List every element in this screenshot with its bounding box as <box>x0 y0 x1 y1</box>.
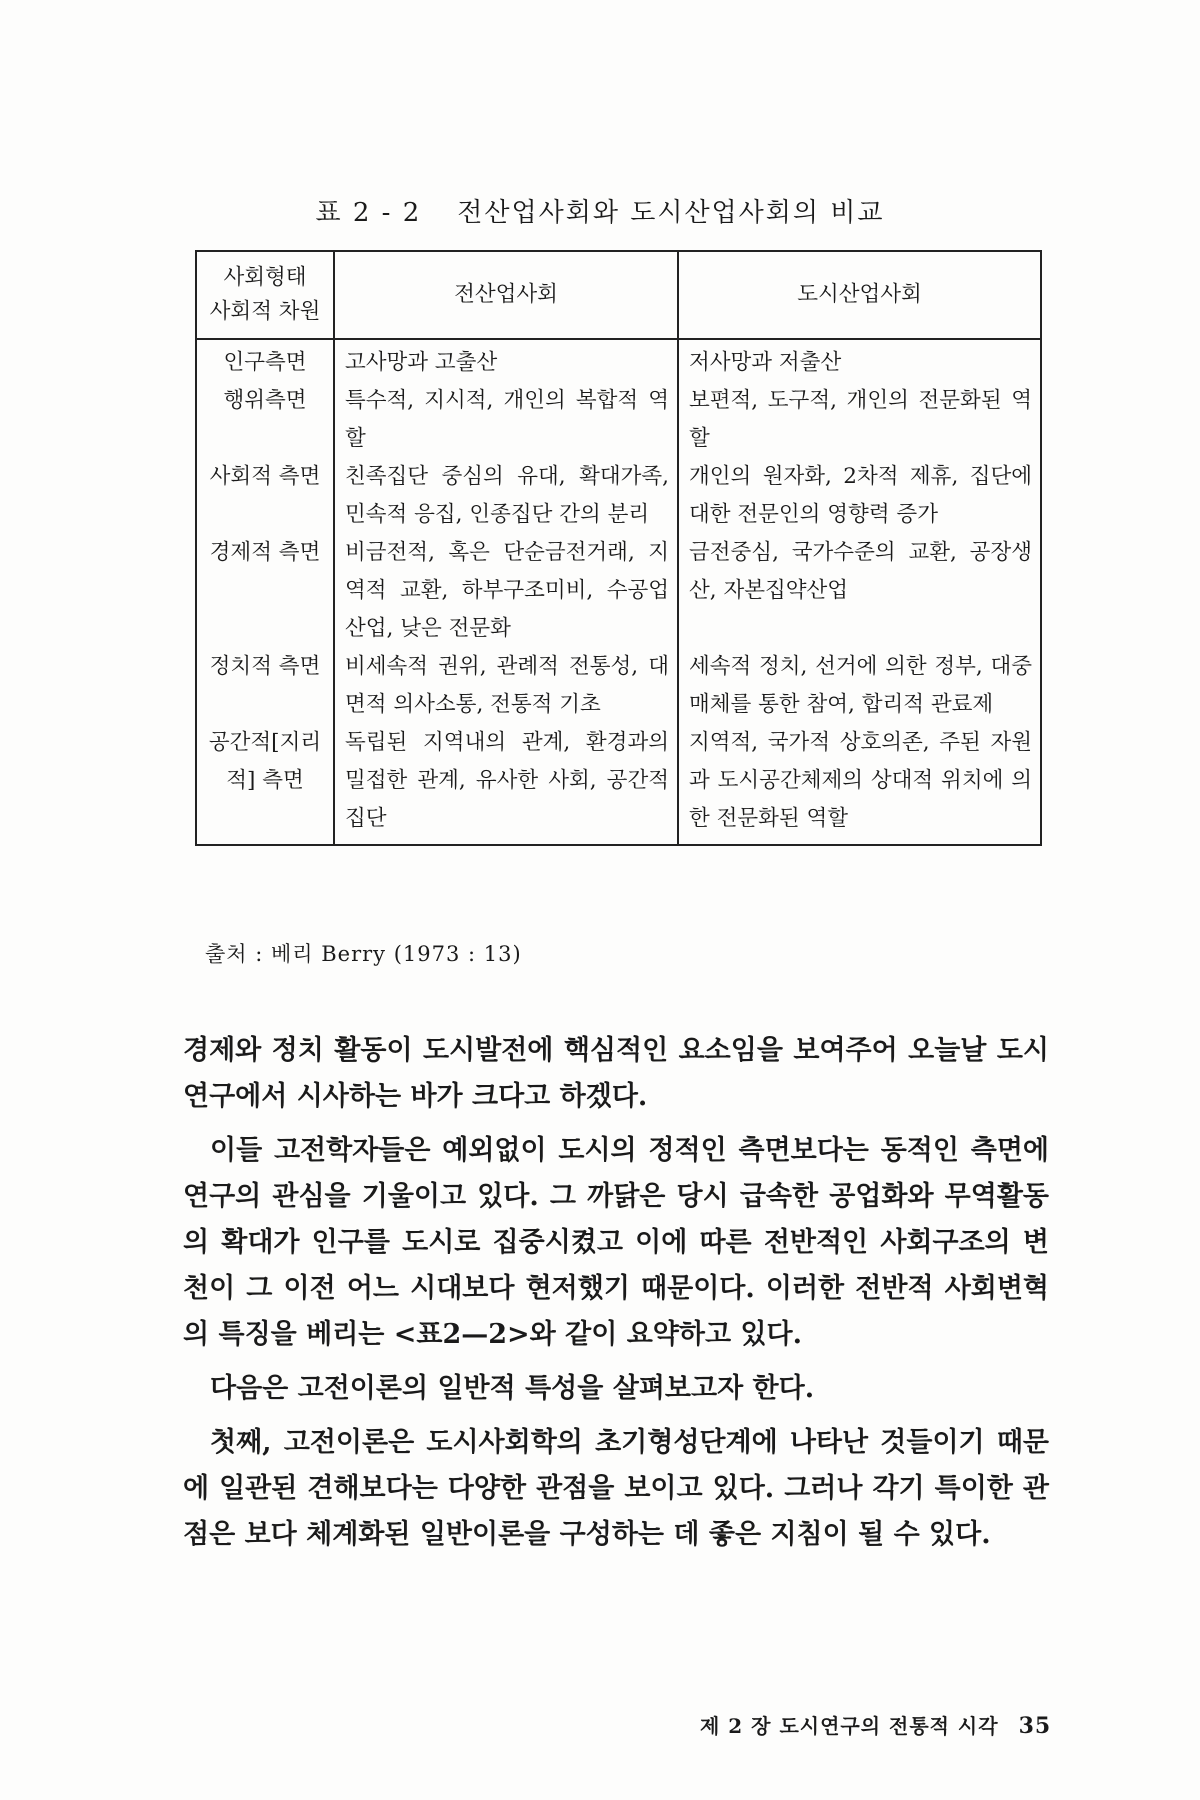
row-urban-industrial: 저사망과 저출산 보편적, 도구적, 개인의 전문화된 역할 <box>678 339 1041 458</box>
row-dimension: 사회적 측면 <box>196 458 334 534</box>
table-row <box>196 724 1041 845</box>
row-pre-industrial: 고사망과 고출산 특수적, 지시적, 개인의 복합적 역할 <box>334 339 678 458</box>
row-dimension: 경제적 측면 <box>196 534 334 648</box>
table-row <box>196 458 1041 534</box>
paragraph: 다음은 고전이론의 일반적 특성을 살펴보고자 한다. <box>210 1373 815 1404</box>
table-header-row <box>196 251 1041 339</box>
chapter-title: 제 2 장 도시연구의 전통적 시각 <box>700 1714 999 1738</box>
body-text <box>183 1028 1049 1566</box>
row-urban-industrial: 세속적 정치, 선거에 의한 정부, 대중매체를 통한 참여, 합리적 관료제 <box>678 648 1041 724</box>
row-pre-industrial: 독립된 지역내의 관계, 환경과의 밀접한 관계, 유사한 사회, 공간적 집단 <box>334 724 678 845</box>
page-number: 35 <box>1018 1713 1052 1739</box>
table-row <box>196 534 1041 648</box>
row-urban-industrial: 지역적, 국가적 상호의존, 주된 자원과 도시공간체제의 상대적 위치에 의한 전문화된 역할 <box>678 724 1041 845</box>
table-caption <box>0 192 1200 229</box>
comparison-table <box>195 250 1042 846</box>
paragraph: 첫째, 고전이론은 도시사회학의 초기형성단계에 나타난 것들이기 때문에 일관된 견해보다는 다양한 관점을 보이고 있다. 그러나 각기 특이한 관점은 보다 체계화된 일반이론을 구성하는 데 좋은 지침이 될 수 있다. <box>183 1427 1049 1550</box>
paragraph: 경제와 정치 활동이 도시발전에 핵심적인 요소임을 보여주어 오늘날 도시연구에서 시사하는 바가 크다고 하겠다. <box>183 1035 1049 1112</box>
row-dimension: 인구측면 행위측면 <box>196 339 334 458</box>
table-source: 출처 : 베리 Berry (1973 : 13) <box>205 942 522 966</box>
table-row <box>196 648 1041 724</box>
row-pre-industrial: 비세속적 권위, 관례적 전통성, 대면적 의사소통, 전통적 기초 <box>334 648 678 724</box>
row-urban-industrial: 개인의 원자화, 2차적 제휴, 집단에 대한 전문인의 영향력 증가 <box>678 458 1041 534</box>
header-pre-industrial: 전산업사회 <box>334 251 678 339</box>
table-title: 전산업사회와 도시산업사회의 비교 <box>457 198 885 228</box>
row-dimension: 공간적[지리 적] 측면 <box>196 724 334 845</box>
header-urban-industrial: 도시산업사회 <box>678 251 1041 339</box>
row-pre-industrial: 친족집단 중심의 유대, 확대가족, 민속적 응집, 인종집단 간의 분리 <box>334 458 678 534</box>
row-urban-industrial: 금전중심, 국가수준의 교환, 공장생산, 자본집약산업 <box>678 534 1041 648</box>
row-pre-industrial: 비금전적, 혹은 단순금전거래, 지역적 교환, 하부구조미비, 수공업산업, 낮은 전문화 <box>334 534 678 648</box>
header-dimension: 사회형태 사회적 차원 <box>196 251 334 339</box>
table-number: 표 2 - 2 <box>315 198 422 228</box>
row-dimension: 정치적 측면 <box>196 648 334 724</box>
page-footer <box>700 1710 1051 1739</box>
table-row <box>196 339 1041 458</box>
paragraph: 이들 고전학자들은 예외없이 도시의 정적인 측면보다는 동적인 측면에 연구의 관심을 기울이고 있다. 그 까닭은 당시 급속한 공업화와 무역활동의 확대가 인구를 도시로 집중시켰고 이에 따른 전반적인 사회구조의 변천이 그 이전 어느 시대보다 현저했기 때문이다. 이러한 전반적 사회변혁의 특징을 베리는 <표2—2>와 같이 요약하고 있다. <box>183 1135 1049 1350</box>
